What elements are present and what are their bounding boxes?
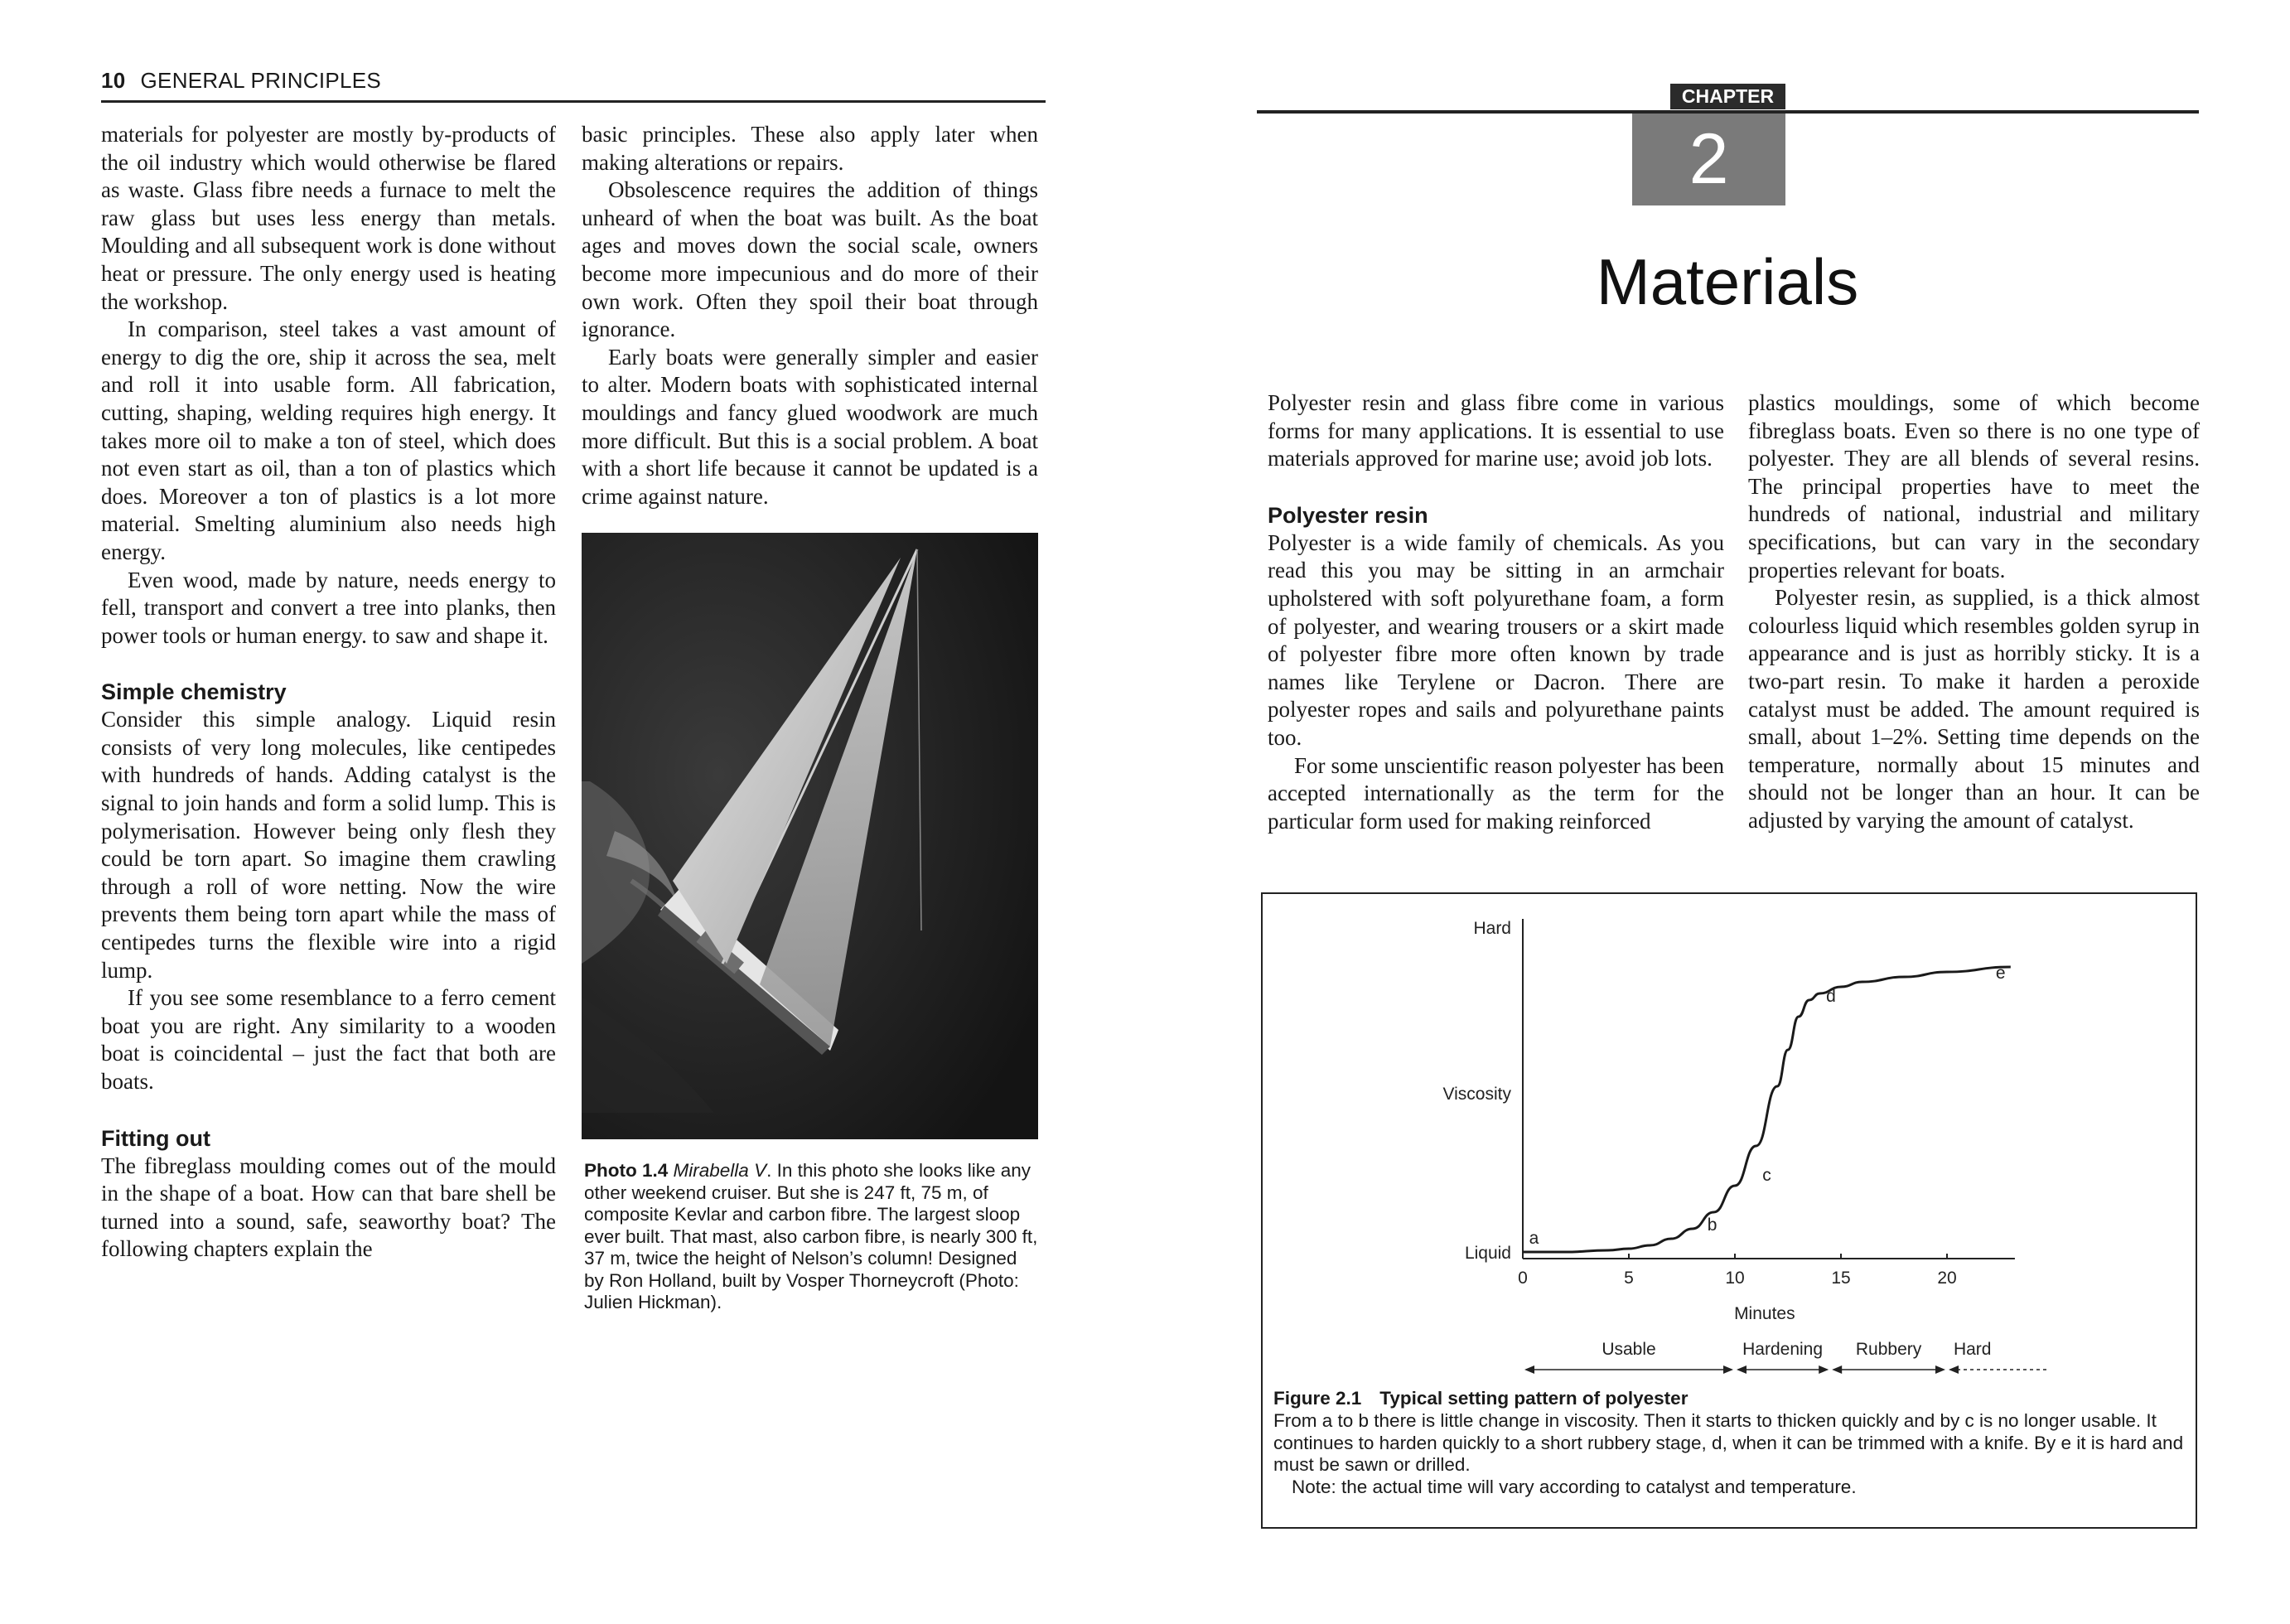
stage-arrowhead bbox=[1524, 1365, 1534, 1374]
stage-arrowhead bbox=[1723, 1365, 1733, 1374]
figure-caption bbox=[1273, 1388, 2185, 1499]
x-tick-label-15: 15 bbox=[1831, 1269, 1851, 1288]
yacht-photo bbox=[582, 533, 1038, 1139]
point-label-b: b bbox=[1707, 1216, 1718, 1235]
running-head bbox=[101, 68, 381, 94]
paragraph: Early boats were generally simpler and easier to alter. Modern boats with sophisticated internal mouldings and fancy glued woodwork are much more difficult. But this is a social problem. A boat with a short life because it cannot be updated is a crime against nature. bbox=[582, 344, 1038, 509]
figure-title: Typical setting pattern of polyester bbox=[1379, 1388, 1689, 1409]
page-number: 10 bbox=[101, 68, 126, 93]
stage-arrowhead bbox=[1737, 1365, 1746, 1374]
point-label-d: d bbox=[1826, 987, 1836, 1006]
section-heading-polyester-resin: Polyester resin bbox=[1268, 502, 1428, 528]
y-tick-label-liquid: Liquid bbox=[1464, 1244, 1511, 1263]
paragraph: Even wood, made by nature, needs energy to fell, transport and convert a tree into planks, then power tools or human energy. to saw and shape it. bbox=[101, 567, 556, 648]
point-label-e: e bbox=[1995, 964, 2006, 983]
photo-caption-text: . In this photo she looks like any other weekend cruiser. But she is 247 ft, 75 m, of composite Kevlar and carbon fibre. The largest sloop ever built. That mast, also carbon fibre, is nearly 300 ft, 37 m, twice the height of Nelson’s column! Designed by Ron Holland, built by Vosper Thorneycroft (Photo: Julien Hickman). bbox=[584, 1160, 1038, 1312]
stage-arrowhead bbox=[1832, 1365, 1842, 1374]
point-label-c: c bbox=[1762, 1166, 1771, 1185]
y-tick-label-hard: Hard bbox=[1473, 919, 1511, 938]
paragraph: For some unscientific reason polyester has been accepted internationally as the term for the particular form used for making reinforced bbox=[1268, 752, 1724, 834]
paragraph: Polyester resin, as supplied, is a thick almost colourless liquid which resembles golden syrup in appearance and is just as horribly sticky. It is a two-part resin. To make it harden a peroxide catalyst must be added. The amount required is small, about 1–2%. Setting time depends on the temperature, normally about 15 minutes and should not be longer than an hour. It can be adjusted by varying the amount of catalyst. bbox=[1748, 585, 2200, 833]
paragraph: basic principles. These also apply later when making alterations or repairs. bbox=[582, 122, 1038, 175]
x-tick-label-5: 5 bbox=[1624, 1269, 1634, 1288]
left-page-column-2 bbox=[582, 121, 1038, 510]
x-tick-label-10: 10 bbox=[1725, 1269, 1745, 1288]
stage-label-hardening: Hardening bbox=[1742, 1340, 1824, 1359]
paragraph: plastics mouldings, some of which become fibreglass boats. Even so there is no one type of polyester. They are all blends of several resins. The principal properties have to meet the hundreds of national, industrial and military specifications, but can vary in the secondary properties relevant for boats. bbox=[1748, 390, 2200, 582]
paragraph: The fibreglass moulding comes out of the mould in the shape of a boat. How can that bare shell be turned into a sound, safe, seaworthy boat? The following chapters explain the bbox=[101, 1153, 556, 1262]
y-tick-label-viscosity: Viscosity bbox=[1442, 1085, 1511, 1104]
chapter-label: CHAPTER bbox=[1670, 84, 1785, 109]
right-page-column-2 bbox=[1748, 389, 2200, 835]
stage-arrowhead bbox=[1935, 1365, 1945, 1374]
paragraph: Consider this simple analogy. Liquid resin consists of very long molecules, like centipedes with hundreds of hands. Adding catalyst is the signal to join hands and form a solid lump. This is polymerisation. However being only flesh they could be torn apart. So imagine them crawling through a roll of wore netting. Now the wire prevents them being torn apart while the mass of centipedes turns the flexible wire into a rigid lump. bbox=[101, 707, 556, 983]
stage-arrowhead bbox=[1819, 1365, 1829, 1374]
photo-caption-label: Photo 1.4 bbox=[584, 1160, 669, 1181]
x-axis-label: Minutes bbox=[1734, 1304, 1795, 1323]
photo-caption-boat-name: Mirabella V bbox=[673, 1160, 767, 1181]
stage-label-rubbery: Rubbery bbox=[1855, 1340, 1922, 1359]
viscosity-curve bbox=[1523, 967, 2011, 1252]
stage-arrowhead bbox=[1949, 1365, 1959, 1374]
paragraph: If you see some resemblance to a ferro cement boat you are right. Any similarity to a wooden boat is coincidental – just the fact that both are boats. bbox=[101, 985, 556, 1094]
paragraph: materials for polyester are mostly by-products of the oil industry which would otherwise be flared as waste. Glass fibre needs a furnace to melt the raw glass but uses less energy than metals. Moulding and all subsequent work is done without heat or pressure. The only energy used is heating the workshop. bbox=[101, 122, 556, 314]
figure-note: Note: the actual time will vary according to catalyst and temperature. bbox=[1292, 1477, 1857, 1498]
paragraph: Obsolescence requires the addition of things unheard of when the boat was built. As the boat ages and moves down the social scale, owners become more impecunious and do more of their own work. Often they spoil their boat through ignorance. bbox=[582, 177, 1038, 342]
left-page-column-1 bbox=[101, 121, 556, 1264]
x-tick-label-20: 20 bbox=[1937, 1269, 1957, 1288]
section-heading-simple-chemistry: Simple chemistry bbox=[101, 679, 287, 705]
figure-caption-text: From a to b there is little change in viscosity. Then it starts to thicken quickly and by c is no longer usable. It continues to harden quickly to a short rubbery stage, d, when it can be trimmed with a knife. By e it is hard and must be sawn or drilled. bbox=[1273, 1409, 2184, 1476]
header-rule bbox=[101, 100, 1046, 103]
point-label-a: a bbox=[1529, 1229, 1539, 1248]
chapter-title: Materials bbox=[1596, 245, 1859, 318]
x-tick-label-0: 0 bbox=[1518, 1269, 1528, 1288]
right-page-column-1 bbox=[1268, 389, 1724, 835]
stage-label-usable: Usable bbox=[1602, 1340, 1656, 1359]
chapter-number: 2 bbox=[1632, 114, 1785, 205]
figure-label: Figure 2.1 bbox=[1273, 1388, 1362, 1409]
photo-caption bbox=[584, 1160, 1038, 1314]
paragraph: Polyester is a wide family of chemicals. As you read this you may be sitting in an armchair upholstered with soft polyurethane foam, a form of polyester, and wearing trousers or a skirt made of polyester fibre more often known by trade names like Terylene or Dacron. There are polyester ropes and sails and polyurethane paints too. bbox=[1268, 529, 1724, 750]
section-heading-fitting-out: Fitting out bbox=[101, 1125, 210, 1151]
paragraph: In comparison, steel takes a vast amount of energy to dig the ore, ship it across the sea, melt and roll it into usable form. All fabrication, cutting, shaping, welding requires high energy. It takes more oil to make a ton of steel, which does not even start as oil, than a ton of plastics which does. Moreover a ton of plastics is a lot more material. Smelting aluminium also needs high energy. bbox=[101, 317, 556, 564]
running-head-title: GENERAL PRINCIPLES bbox=[140, 68, 382, 93]
stage-label-hard: Hard bbox=[1953, 1340, 1992, 1359]
paragraph: Polyester resin and glass fibre come in various forms for many applications. It is essential to use materials approved for marine use; avoid job lots. bbox=[1268, 390, 1724, 471]
